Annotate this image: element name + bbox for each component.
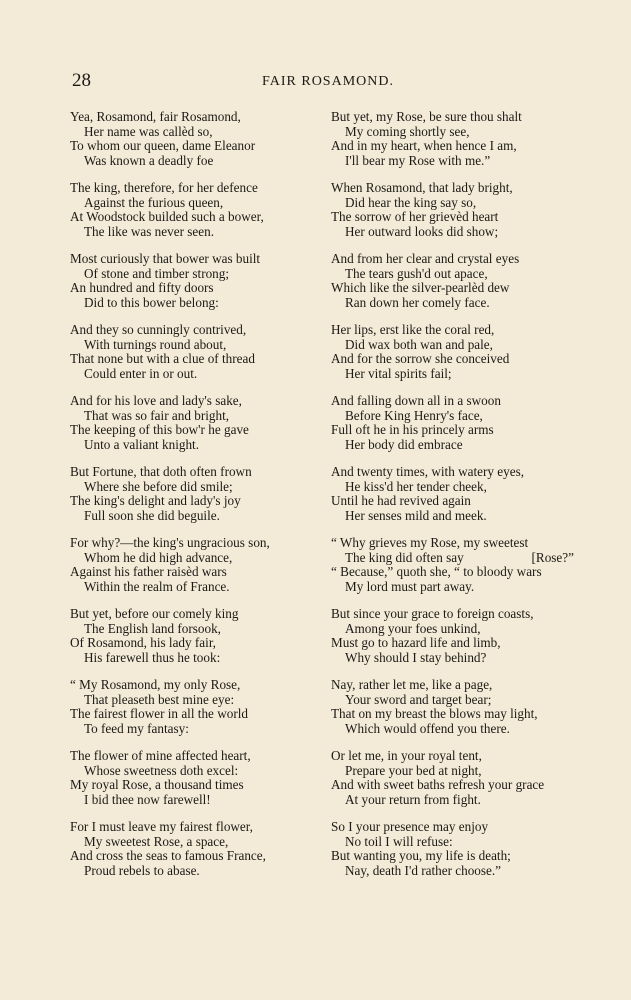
verse-line: Her lips, erst like the coral red, <box>331 322 495 337</box>
verse-line: The king did often say [Rose?” <box>345 549 574 565</box>
stanza <box>331 607 576 665</box>
stanza <box>331 110 576 168</box>
verse-line: Nay, death I'd rather choose.” <box>345 862 502 878</box>
verse-line: But Fortune, that doth often frown <box>70 464 252 479</box>
verse-line: And with sweet baths refresh your grace <box>331 777 545 792</box>
verse-line: Prepare your bed at night, <box>345 762 482 778</box>
verse-line: Must go to hazard life and limb, <box>331 635 501 650</box>
verse-line: The flower of mine affected heart, <box>70 748 251 763</box>
verse-line: To whom our queen, dame Eleanor <box>70 138 256 153</box>
verse-line: He kiss'd her tender cheek, <box>345 478 487 494</box>
turnover-word: [Rose?” <box>531 549 574 565</box>
verse-line: I'll bear my Rose with me.” <box>345 152 491 168</box>
verse-line: Of stone and timber strong; <box>84 265 230 281</box>
verse-line: At Woodstock builded such a bower, <box>70 209 264 224</box>
verse-line: And twenty times, with watery eyes, <box>331 464 525 479</box>
verse-line: For why?—the king's ungracious son, <box>70 535 270 550</box>
stanza <box>70 181 315 239</box>
stanza <box>70 110 315 168</box>
verse-line: That none but with a clue of thread <box>70 351 255 366</box>
verse-line: His farewell thus he took: <box>84 649 221 665</box>
stanza <box>331 323 576 381</box>
stanza <box>331 252 576 310</box>
stanza <box>331 394 576 452</box>
stanza <box>331 181 576 239</box>
verse-line: Most curiously that bower was built <box>70 251 261 266</box>
verse-line: At your return from fight. <box>345 791 481 807</box>
verse-line: Whose sweetness doth excel: <box>84 762 239 778</box>
stanza <box>331 820 576 878</box>
verse-line: Did to this bower belong: <box>84 294 219 310</box>
verse-line: Full soon she did beguile. <box>84 507 220 523</box>
verse-line: My coming shortly see, <box>345 123 470 139</box>
verse-line: Where she before did smile; <box>84 478 233 494</box>
stanza <box>331 678 576 736</box>
verse-line: My royal Rose, a thousand times <box>70 777 244 792</box>
verse-line: The sorrow of her grievèd heart <box>331 209 499 224</box>
verse-line: But wanting you, my life is death; <box>331 848 511 863</box>
stanza <box>70 323 315 381</box>
stanza <box>70 820 315 878</box>
verse-line: The king, therefore, for her defence <box>70 180 258 195</box>
verse-line: That pleaseth best mine eye: <box>84 691 235 707</box>
verse-line: The like was never seen. <box>84 223 214 239</box>
stanza <box>70 607 315 665</box>
left-column <box>70 110 315 878</box>
page-number: 28 <box>72 70 91 91</box>
verse-line: Of Rosamond, his lady fair, <box>70 635 216 650</box>
verse-line: The king's delight and lady's joy <box>70 493 241 508</box>
verse-line: But yet, my Rose, be sure thou shalt <box>331 109 522 124</box>
verse-line: Against his father raisèd wars <box>70 564 227 579</box>
verse-line: And cross the seas to famous France, <box>70 848 266 863</box>
verse-line: No toil I will refuse: <box>345 833 453 849</box>
verse-line: Yea, Rosamond, fair Rosamond, <box>70 109 241 124</box>
verse-line: Her body did embrace <box>345 436 463 452</box>
verse-line: Why should I stay behind? <box>345 649 487 665</box>
verse-line: Ran down her comely face. <box>345 294 490 310</box>
verse-line: The tears gush'd out apace, <box>345 265 488 281</box>
verse-line: Within the realm of France. <box>84 578 230 594</box>
verse-line: That on my breast the blows may light, <box>331 706 538 721</box>
verse-line: And they so cunningly contrived, <box>70 322 247 337</box>
verse-line: And for the sorrow she conceived <box>331 351 510 366</box>
stanza <box>70 394 315 452</box>
verse-line: Did hear the king say so, <box>345 194 477 210</box>
page-header <box>72 70 562 94</box>
verse-line: And in my heart, when hence I am, <box>331 138 517 153</box>
verse-line: Could enter in or out. <box>84 365 198 381</box>
verse-line: Proud rebels to abase. <box>84 862 200 878</box>
verse-line: Unto a valiant knight. <box>84 436 200 452</box>
verse-line: Full oft he in his princely arms <box>331 422 494 437</box>
verse-line: Until he had revived again <box>331 493 471 508</box>
verse-line: Which like the silver-pearlèd dew <box>331 280 510 295</box>
stanza <box>70 465 315 523</box>
verse-line: The fairest flower in all the world <box>70 706 248 721</box>
verse-line: When Rosamond, that lady bright, <box>331 180 513 195</box>
stanza <box>70 252 315 310</box>
verse-line: “ Why grieves my Rose, my sweetest <box>331 535 529 550</box>
stanza <box>70 749 315 807</box>
verse-line: My lord must part away. <box>345 578 475 594</box>
verse-line: Whom he did high advance, <box>84 549 233 565</box>
verse-line: An hundred and fifty doors <box>70 280 214 295</box>
verse-line: To feed my fantasy: <box>84 720 189 736</box>
verse-line: Which would offend you there. <box>345 720 510 736</box>
verse-line: Your sword and target bear; <box>345 691 492 707</box>
verse-line: “ My Rosamond, my only Rose, <box>70 677 241 692</box>
stanza <box>70 678 315 736</box>
stanza <box>331 536 576 594</box>
verse-line: But since your grace to foreign coasts, <box>331 606 534 621</box>
verse-line: Nay, rather let me, like a page, <box>331 677 493 692</box>
verse-line: With turnings round about, <box>84 336 227 352</box>
verse-line: I bid thee now farewell! <box>84 791 211 807</box>
verse-line: So I your presence may enjoy <box>331 819 489 834</box>
running-title: FAIR ROSAMOND. <box>262 74 394 89</box>
verse-line: Before King Henry's face, <box>345 407 483 423</box>
verse-line: “ Because,” quoth she, “ to bloody wars <box>331 564 542 579</box>
verse-line: Her name was callèd so, <box>84 123 213 139</box>
verse-line: The English land forsook, <box>84 620 221 636</box>
verse-line: But yet, before our comely king <box>70 606 239 621</box>
verse-line: That was so fair and bright, <box>84 407 230 423</box>
verse-line: Was known a deadly foe <box>84 152 214 168</box>
verse-line: My sweetest Rose, a space, <box>84 833 229 849</box>
verse-line: Her outward looks did show; <box>345 223 499 239</box>
verse-line: And falling down all in a swoon <box>331 393 501 408</box>
verse-line: Or let me, in your royal tent, <box>331 748 482 763</box>
stanza <box>331 749 576 807</box>
right-column <box>331 110 576 878</box>
verse-line: And for his love and lady's sake, <box>70 393 242 408</box>
verse-line: For I must leave my fairest flower, <box>70 819 253 834</box>
verse-line: Against the furious queen, <box>84 194 224 210</box>
verse-line: And from her clear and crystal eyes <box>331 251 520 266</box>
verse-line: Her senses mild and meek. <box>345 507 487 523</box>
verse-line: Among your foes unkind, <box>345 620 481 636</box>
verse-line: The keeping of this bow'r he gave <box>70 422 249 437</box>
verse-line: Did wax both wan and pale, <box>345 336 493 352</box>
stanza <box>70 536 315 594</box>
stanza <box>331 465 576 523</box>
verse-line: Her vital spirits fail; <box>345 365 452 381</box>
